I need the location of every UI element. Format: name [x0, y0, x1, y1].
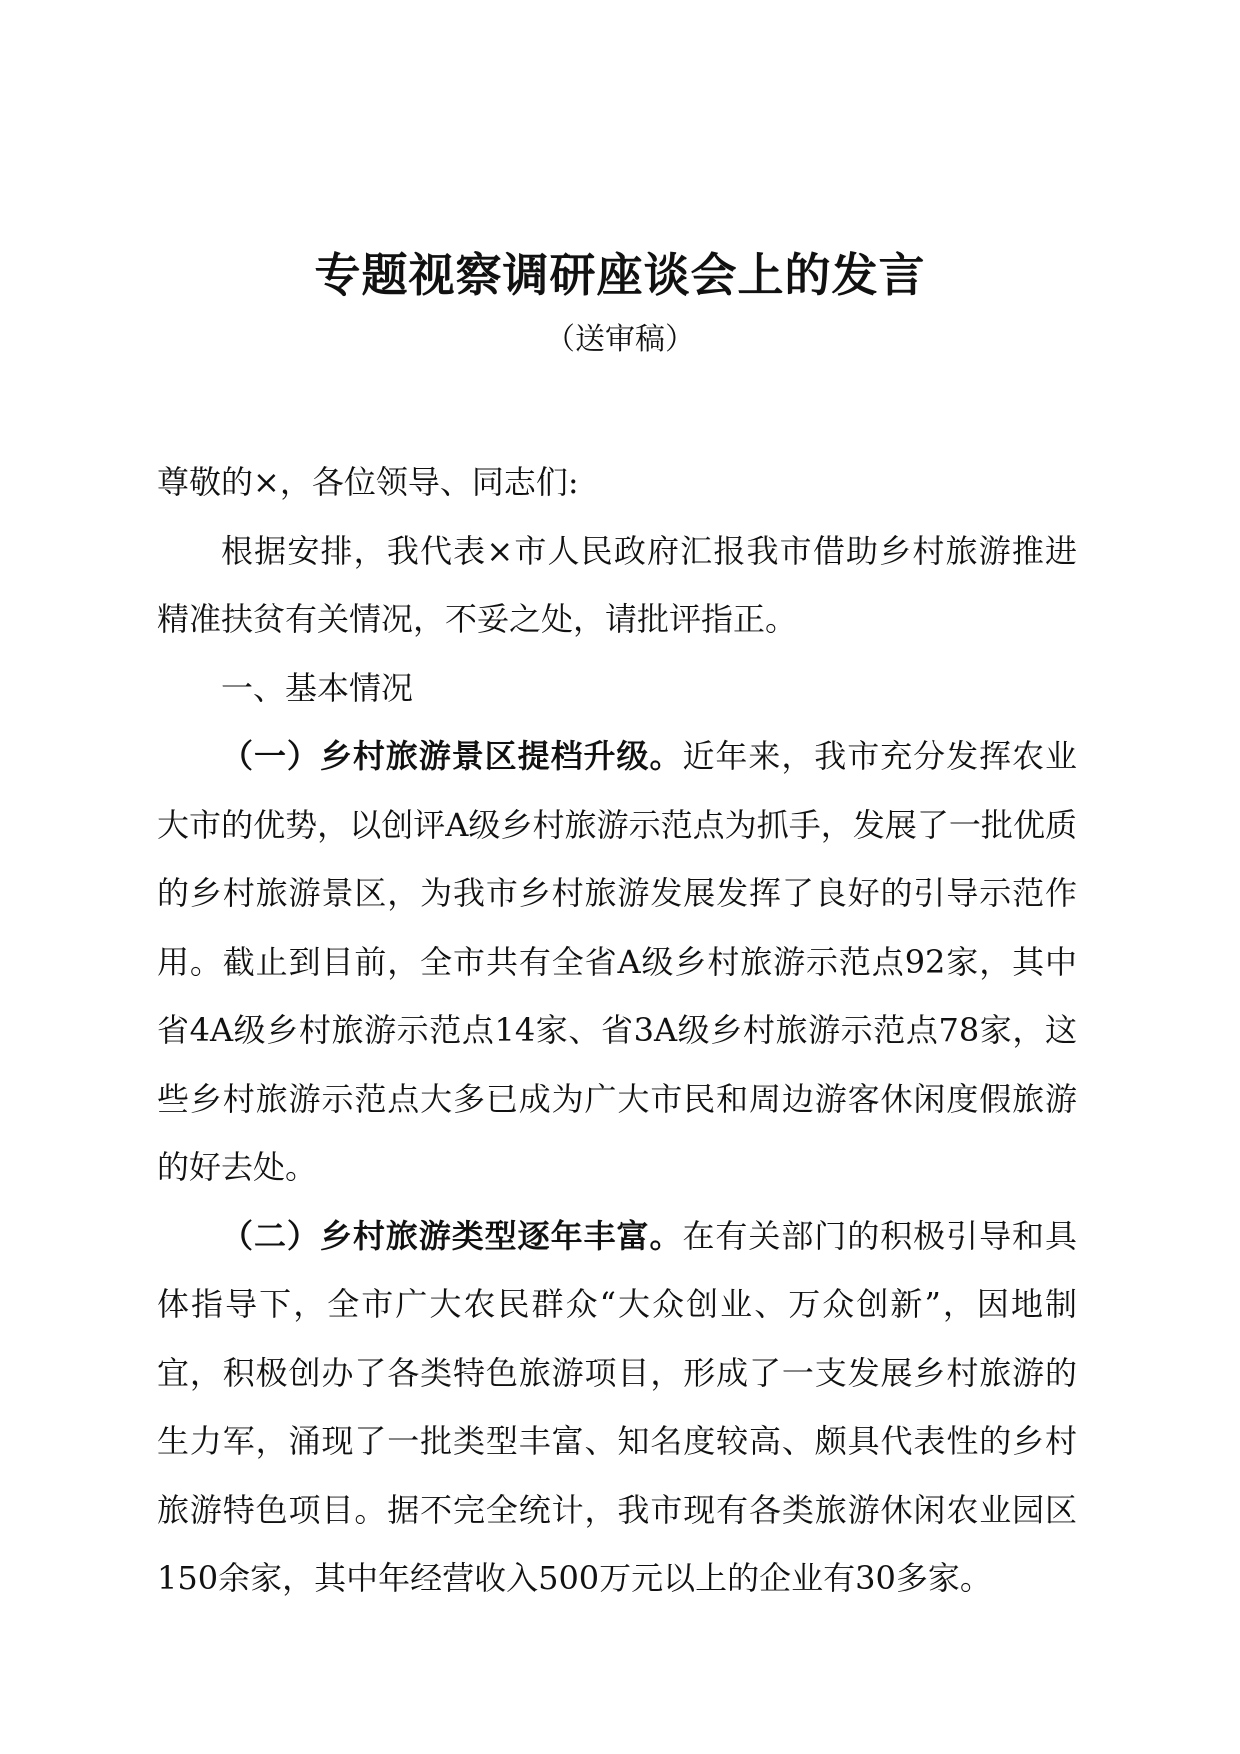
- section-item-1-heading: （一）乡村旅游景区提档升级。: [221, 737, 683, 775]
- section-item-1: [157, 722, 1077, 1202]
- section-item-2-heading: （二）乡村旅游类型逐年丰富。: [221, 1216, 683, 1255]
- document-body: [157, 448, 1077, 1613]
- section-item-2-text: 在有关部门的积极引导和具体指导下，全市广大农民群众“大众创业、万众创新”，因地制宜，积极创办了各类特色旅游项目，形成了一支发展乡村旅游的生力军，涌现了一批类型丰富、知名度较高、颇具代表性的乡村旅游特色项目。据不完全统计，我市现有各类旅游休闲农业园区150余家，其中年经营收入500万元以上的企业有30多家。: [157, 1216, 1077, 1597]
- salutation: 尊敬的×，各位领导、同志们:: [157, 463, 579, 501]
- section-item-1-text: 近年来，我市充分发挥农业大市的优势，以创评A级乡村旅游示范点为抓手，发展了一批优质的乡村旅游景区，为我市乡村旅游发展发挥了良好的引导示范作用。截止到目前，全市共有全省A级乡村旅游示范点92家，其中省4A级乡村旅游示范点14家、省3A级乡村旅游示范点78家，这些乡村旅游示范点大多已成为广大市民和周边游客休闲度假旅游的好去处。: [157, 737, 1077, 1186]
- document-title: 专题视察调研座谈会上的发言: [314, 248, 926, 302]
- document-subtitle: （送审稿）: [545, 322, 695, 357]
- section-item-2: [157, 1202, 1077, 1613]
- intro-paragraph: 根据安排，我代表×市人民政府汇报我市借助乡村旅游推进精准扶贫有关情况，不妥之处，请批评指正。: [157, 531, 1077, 638]
- section-heading: 一、基本情况: [221, 668, 414, 707]
